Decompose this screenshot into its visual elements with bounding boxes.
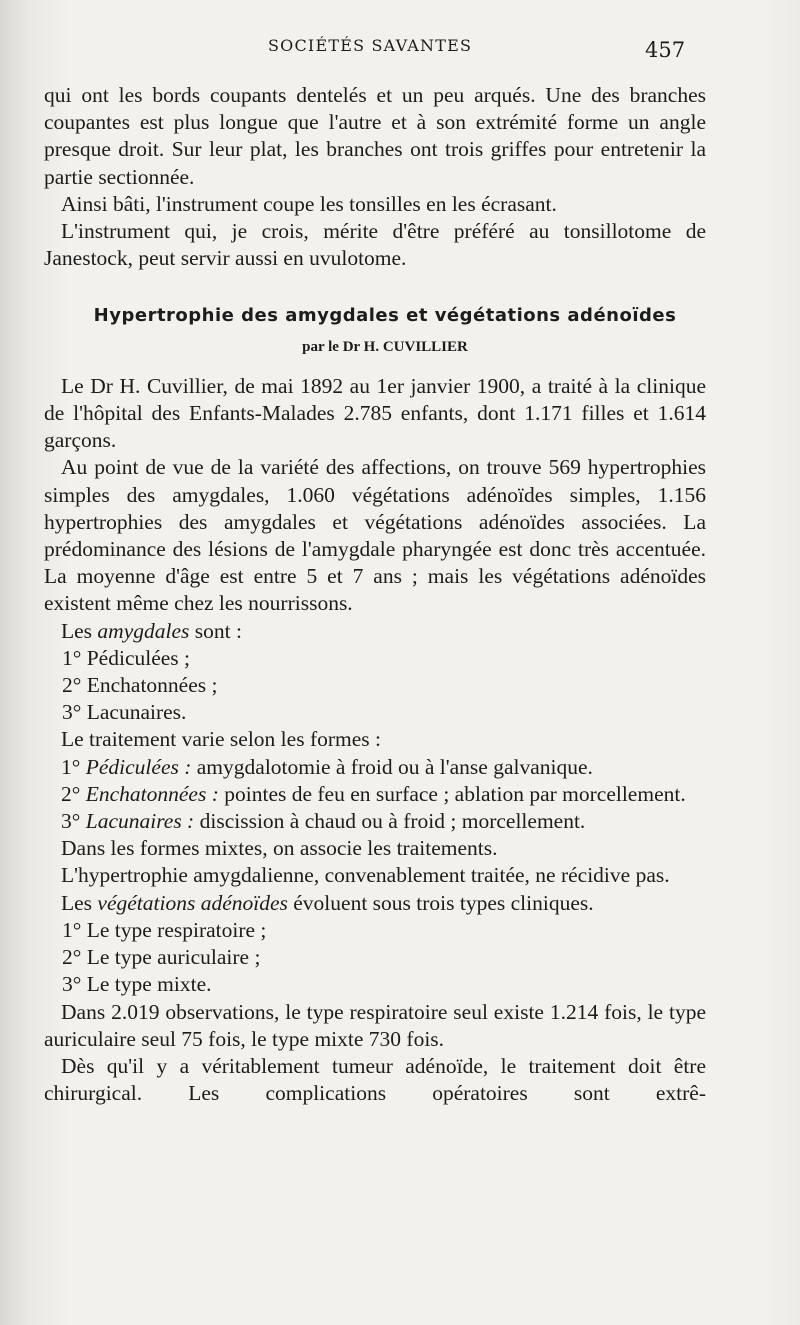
emphasis: Enchatonnées : [85,781,219,806]
text: Les [61,618,93,643]
paragraph: L'hypertrophie amygdalienne, convenablement traitée, ne récidive pas. [61,863,670,888]
paragraph: Au point de vue de la variété des affections, on trouve 569 hypertrophies simples des amygdales, 1.060 végétations adénoïdes simples, 1.156 hypertrophies des amygdales et végétations adénoïdes associées. La prédominance des lésions de l'amygdale pharyngée est donc très accentuée. La moyenne d'âge est entre 5 et 7 ans ; mais les végétations adénoïdes existent même chez les nourrissons. [44,455,706,616]
list-item: 1° Pédiculées ; [62,645,191,670]
section-heading: Hypertrophie des amygdales et végétations adénoïdes [93,305,677,327]
text: sont : [194,618,242,643]
amygdala-types-list [44,645,706,727]
paragraph: Dès qu'il y a véritablement tumeur adénoïde, le traitement doit être chirurgical. Les complications opératoires sont extrê- [44,1053,706,1106]
text: amygdalotomie à froid ou à l'anse galvanique. [196,754,593,779]
paragraph: L'instrument qui, je crois, mérite d'être préféré au tonsillotome de Janestock, peut servir aussi en uvulotome. [44,219,706,271]
text: discission à chaud ou à froid ; morcellement. [199,809,586,834]
treatment-item [44,808,706,835]
list-item: 2° Le type auriculaire ; [62,945,261,970]
text: pointes de feu en surface ; ablation par morcellement. [224,781,686,806]
treatment-item [44,754,706,781]
text: évoluent sous trois types cliniques. [293,890,594,915]
paragraph: Ainsi bâti, l'instrument coupe les tonsilles en les écrasant. [61,191,557,216]
page-number: 457 [645,38,686,62]
list-item: 3° Lacunaires. [62,700,187,725]
text: Les [61,890,93,915]
emphasis: végétations adénoïdes [97,890,288,915]
emphasis: Lacunaires : [85,809,195,834]
paragraph [44,890,706,917]
text: 2° [61,781,81,806]
author-byline: par le Dr H. CUVILLIER [302,338,468,355]
text: 1° [61,754,81,779]
treatment-item [44,781,706,808]
text: 3° [61,809,81,834]
list-item: 1° Le type respiratoire ; [62,917,267,942]
list-item: 3° Le type mixte. [62,972,212,997]
vegetation-types-list [44,917,706,999]
paragraph: Le traitement varie selon les formes : [61,727,381,752]
running-head: SOCIÉTÉS SAVANTES [268,36,473,55]
paragraph: Le Dr H. Cuvillier, de mai 1892 au 1er janvier 1900, a traité à la clinique de l'hôpital des Enfants-Malades 2.785 enfants, dont 1.171 filles et 1.614 garçons. [44,373,706,453]
page-header [0,34,800,64]
emphasis: Pédiculées : [85,754,192,779]
paragraph: qui ont les bords coupants dentelés et un peu arqués. Une des branches coupantes est plus longue que l'autre et à son extrémité forme un angle presque droit. Sur leur plat, les branches ont trois griffes pour entretenir la partie sectionnée. [44,83,706,189]
page-body [44,82,706,1107]
emphasis: amygdales [97,618,190,643]
paragraph: Dans 2.019 observations, le type respiratoire seul existe 1.214 fois, le type auriculaire seul 75 fois, le type mixte 730 fois. [44,999,706,1051]
paragraph: Dans les formes mixtes, on associe les traitements. [61,836,498,861]
list-item: 2° Enchatonnées ; [62,673,218,698]
paragraph [44,618,706,645]
